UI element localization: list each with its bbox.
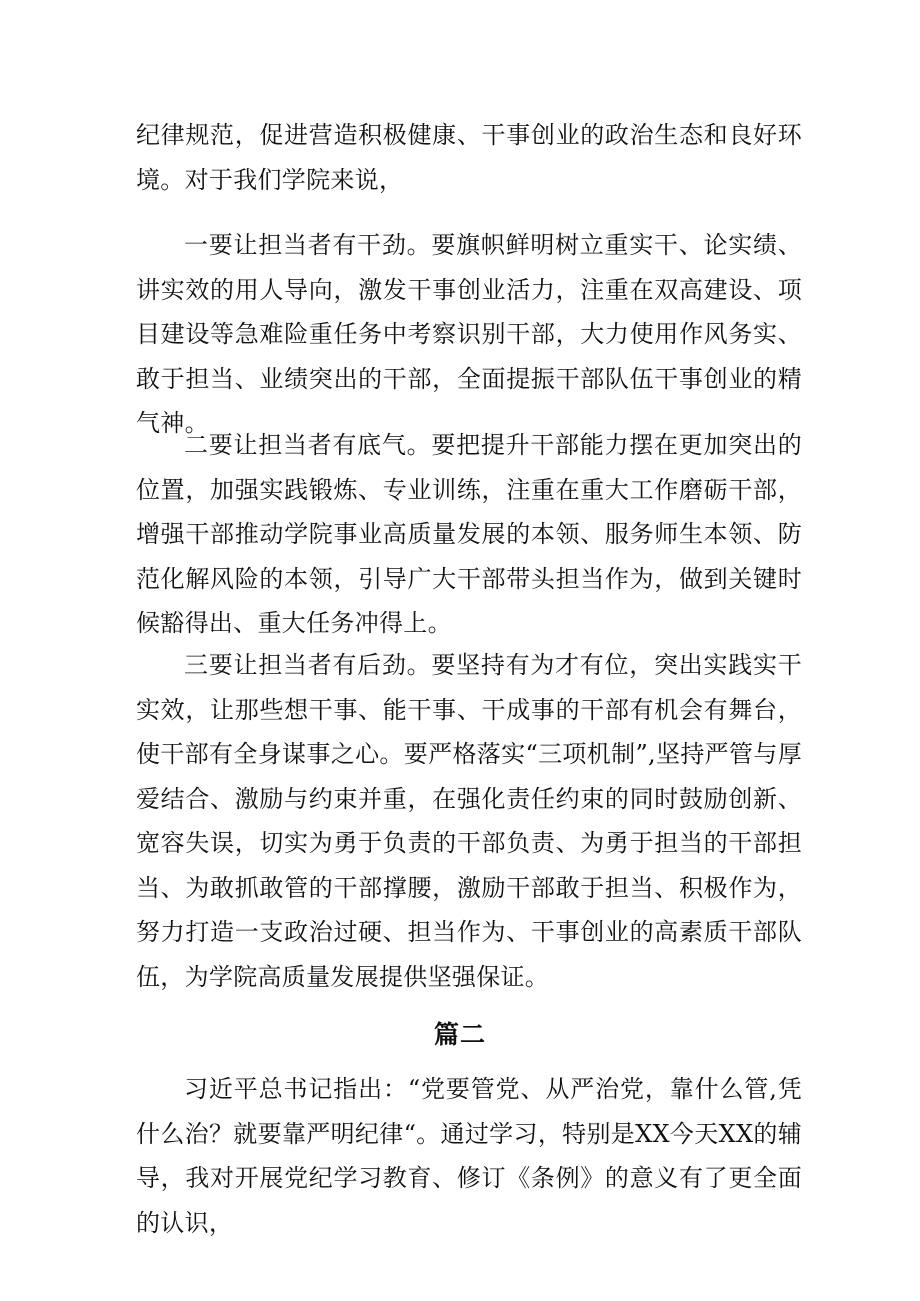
continuation-paragraph: 纪律规范，促进营造积极健康、干事创业的政治生态和良好环境。对于我们学院来说， [136, 121, 802, 194]
paragraph-two: 二要让担当者有底气。要把提升干部能力摆在更加突出的位置，加强实践锻炼、专业训练，注重在重大工作磨砺干部，增强干部推动学院事业高质量发展的本领、服务师生本领、防范化解风险的本领，引导广大干部带头担当作为，做到关键时候豁得出、重大任务冲得上。 [136, 431, 802, 637]
paragraph-three: 三要让担当者有后劲。要坚持有为才有位，突出实践实干实效，让那些想干事、能干事、干成事的干部有机会有舞台，使干部有全身谋事之心。要严格落实“三项机制”,坚持严管与厚爱结合、激励与约束并重，在强化责任约束的同时鼓励创新、宽容失误，切实为勇于负责的干部负责、为勇于担当的干部担当、为敢抓敢管的干部撑腰，激励干部敢于担当、积极作为，努力打造一支政治过硬、担当作为、干事创业的高素质干部队伍，为学院高质量发展提供坚强保证。 [136, 651, 802, 991]
section-heading: 篇二 [433, 1020, 486, 1049]
section-paragraph: 习近平总书记指出：“党要管党、从严治党，靠什么管,凭什么治？就要靠严明纪律“。通过学习，特别是XX今天XX的辅导，我对开展党纪学习教育、修订《条例》的意义有了更全面的认识， [136, 1075, 802, 1237]
paragraph-one: 一要让担当者有干劲。要旗帜鲜明树立重实干、论实绩、讲实效的用人导向，激发干事创业活力，注重在双高建设、项目建设等急难险重任务中考察识别干部，大力使用作风务实、敢于担当、业绩突出的干部，全面提振干部队伍干事创业的精气神。 [136, 231, 802, 437]
